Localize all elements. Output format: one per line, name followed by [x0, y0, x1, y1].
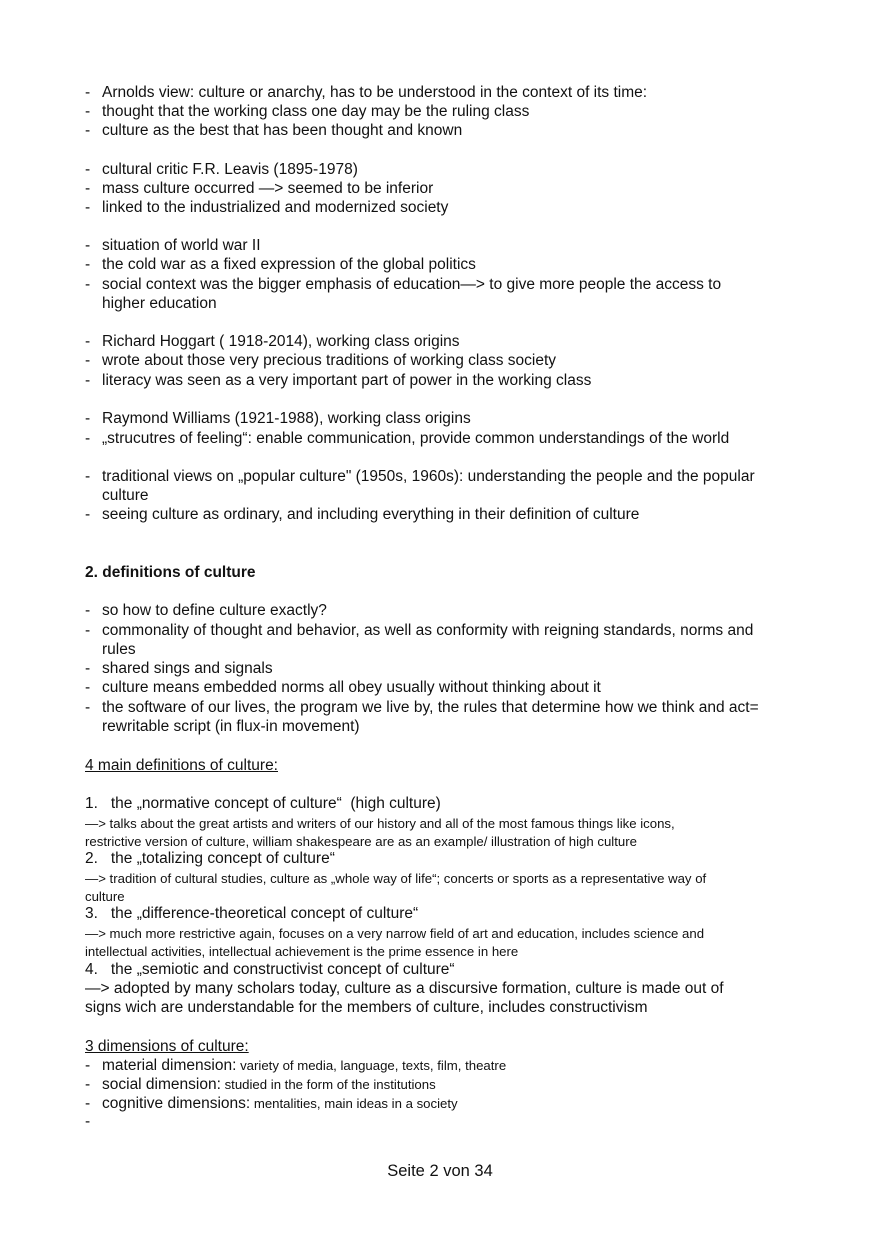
- bullet-dash: -: [85, 602, 91, 619]
- bullet-text: shared sings and signals: [102, 660, 273, 677]
- dimension-item: [102, 1057, 506, 1075]
- bullet-text: commonality of thought and behavior, as well as conformity with reigning standards, norms and: [102, 622, 754, 639]
- definition-desc: —> much more restrictive again, focuses on a very narrow field of art and education, includes science and: [85, 926, 705, 941]
- bullet-text-continued: higher education: [102, 295, 217, 312]
- definition-desc: culture: [85, 889, 125, 904]
- bullet-text: culture means embedded norms all obey usually without thinking about it: [102, 679, 601, 696]
- definition-desc: signs wich are understandable for the members of culture, includes constructivism: [85, 999, 648, 1016]
- definition-title: 3. the „difference-theoretical concept of culture“: [85, 905, 419, 922]
- bullet-dash: -: [85, 352, 91, 369]
- bullet-dash: -: [85, 333, 91, 350]
- bullet-text: linked to the industrialized and modernized society: [102, 199, 449, 216]
- bullet-dash: -: [85, 161, 91, 178]
- definition-title: 4. the „semiotic and constructivist concept of culture“: [85, 961, 455, 978]
- bullet-text: Arnolds view: culture or anarchy, has to be understood in the context of its time:: [102, 84, 648, 101]
- bullet-dash: -: [85, 199, 91, 216]
- bullet-dash: -: [85, 256, 91, 273]
- bullet-dash: -: [85, 372, 91, 389]
- definition-title: 1. the „normative concept of culture“ (high culture): [85, 795, 441, 812]
- bullet-text: „strucutres of feeling“: enable communication, provide common understandings of the world: [102, 430, 730, 447]
- bullet-text: mass culture occurred —> seemed to be inferior: [102, 180, 434, 197]
- definition-desc: —> tradition of cultural studies, culture as „whole way of life“; concerts or sports as a representative way of: [85, 871, 707, 886]
- dimension-desc: mentalities, main ideas in a society: [250, 1096, 458, 1111]
- definition-title: 2. the „totalizing concept of culture“: [85, 850, 335, 867]
- bullet-text: Richard Hoggart ( 1918-2014), working class origins: [102, 333, 460, 350]
- bullet-dash: -: [85, 506, 91, 523]
- bullet-text: situation of world war II: [102, 237, 261, 254]
- bullet-dash: -: [85, 237, 91, 254]
- bullet-dash: -: [85, 622, 91, 639]
- bullet-dash: -: [85, 699, 91, 716]
- bullet-dash: -: [85, 84, 91, 101]
- bullet-text: social context was the bigger emphasis of education—> to give more people the access to: [102, 276, 722, 293]
- bullet-text: traditional views on „popular culture" (1950s, 1960s): understanding the people and the popular: [102, 468, 755, 485]
- dimension-desc: studied in the form of the institutions: [220, 1077, 436, 1092]
- bullet-text: the cold war as a fixed expression of the global politics: [102, 256, 476, 273]
- definition-desc: —> talks about the great artists and writers of our history and all of the most famous things like icons,: [85, 816, 675, 831]
- bullet-text-continued: rules: [102, 641, 136, 658]
- bullet-dash: -: [85, 430, 91, 447]
- bullet-dash: -: [85, 1076, 91, 1093]
- dimension-term: social dimension:: [102, 1076, 221, 1093]
- bullet-text: culture as the best that has been thought and known: [102, 122, 463, 139]
- bullet-dash: -: [85, 1057, 91, 1074]
- subsection-heading: 3 dimensions of culture:: [85, 1038, 249, 1055]
- definition-desc: intellectual activities, intellectual achievement is the prime essence in here: [85, 944, 519, 959]
- bullet-text: wrote about those very precious traditions of working class society: [102, 352, 557, 369]
- bullet-text: cultural critic F.R. Leavis (1895-1978): [102, 161, 358, 178]
- bullet-text-continued: culture: [102, 487, 149, 504]
- bullet-dash: -: [85, 276, 91, 293]
- dimension-item: [102, 1076, 436, 1094]
- dimension-term: cognitive dimensions:: [102, 1095, 251, 1112]
- bullet-text-continued: rewritable script (in flux-in movement): [102, 718, 360, 735]
- bullet-dash: -: [85, 1095, 91, 1112]
- bullet-dash: -: [85, 660, 91, 677]
- dimension-desc: variety of media, language, texts, film, theatre: [236, 1058, 507, 1073]
- bullet-dash: -: [85, 122, 91, 139]
- bullet-text: seeing culture as ordinary, and including everything in their definition of culture: [102, 506, 640, 523]
- bullet-text: literacy was seen as a very important part of power in the working class: [102, 372, 592, 389]
- page-number: Seite 2 von 34: [387, 1162, 493, 1180]
- definition-desc: —> adopted by many scholars today, culture as a discursive formation, culture is made out of: [85, 980, 724, 997]
- bullet-dash: -: [85, 468, 91, 485]
- dimension-item: [102, 1095, 458, 1113]
- bullet-text: so how to define culture exactly?: [102, 602, 327, 619]
- bullet-dash: -: [85, 679, 91, 696]
- section-heading: 2. definitions of culture: [85, 564, 256, 581]
- bullet-text: the software of our lives, the program we live by, the rules that determine how we think and act=: [102, 699, 759, 716]
- subsection-heading: 4 main definitions of culture:: [85, 757, 278, 774]
- dimension-term: material dimension:: [102, 1057, 237, 1074]
- bullet-dash: -: [85, 410, 91, 427]
- bullet-text: thought that the working class one day may be the ruling class: [102, 103, 530, 120]
- bullet-text: Raymond Williams (1921-1988), working class origins: [102, 410, 471, 427]
- bullet-dash: -: [85, 180, 91, 197]
- definition-desc: restrictive version of culture, william shakespeare are as an example/ illustration of high culture: [85, 834, 637, 849]
- bullet-dash: -: [85, 103, 91, 120]
- bullet-dash: -: [85, 1113, 91, 1130]
